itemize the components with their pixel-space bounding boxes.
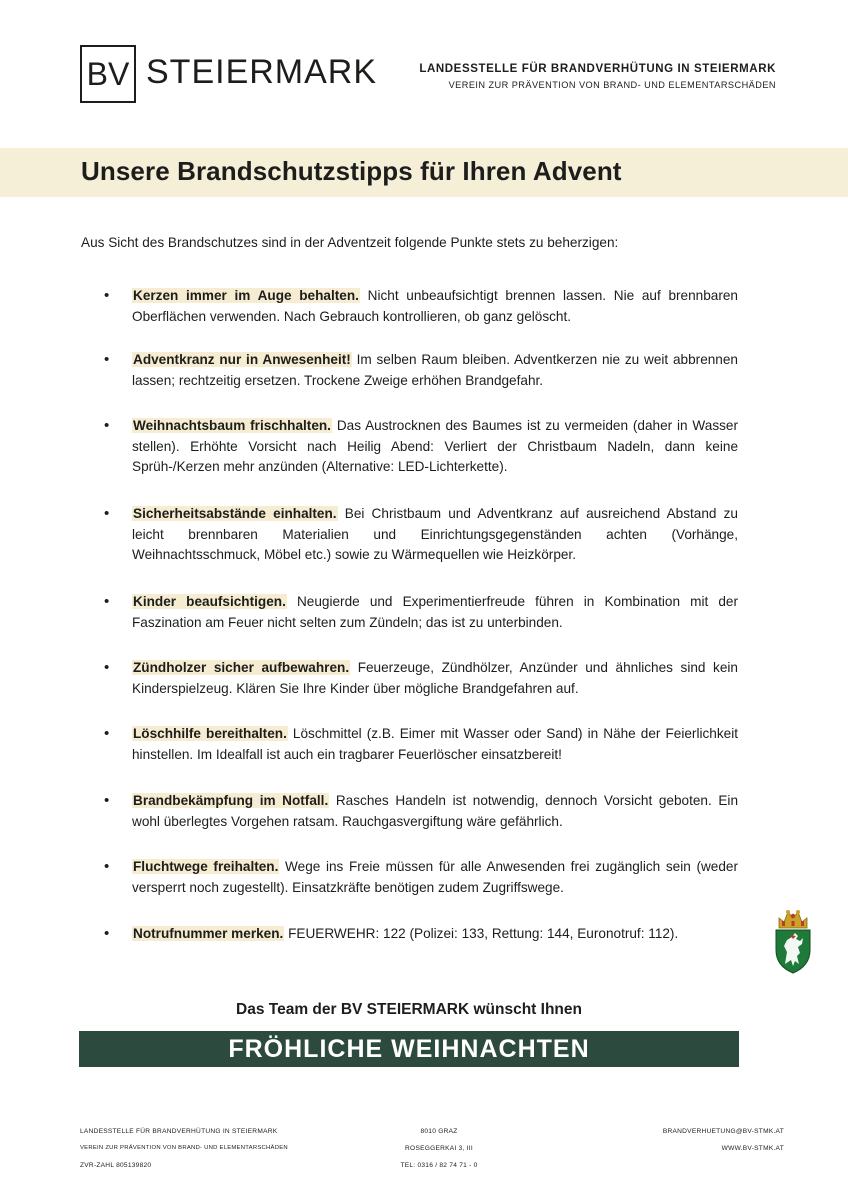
bullet-icon: •	[104, 792, 110, 809]
bullet-icon: •	[104, 925, 110, 942]
bullet-icon: •	[104, 351, 110, 368]
bullet-icon: •	[104, 593, 110, 610]
banner-text: FRÖHLICHE WEIHNACHTEN	[228, 1034, 590, 1063]
tip-heading: Adventkranz nur in Anwesenheit!	[133, 352, 351, 367]
list-item	[102, 658, 738, 699]
logo-abbr: BV	[86, 55, 130, 92]
footer-line: VEREIN ZUR PRÄVENTION VON BRAND- UND ELEMENTARSCHÄDEN	[80, 1145, 288, 1151]
tip-text: Neugierde und Experimentierfreude führen in Kombination mit der Faszination am Feuer nicht selten zum Zündeln; das ist zu unterbinden.	[132, 594, 739, 630]
tip-text: Löschmittel (z.B. Eimer mit Wasser oder Sand) in Nähe der Feierlichkeit hinstellen. Im Idealfall ist auch ein tragbarer Feuerlöscher einsatzbereit!	[132, 726, 739, 762]
footer-line: ROSEGGERKAI 3, III	[405, 1145, 473, 1152]
list-item	[102, 857, 738, 898]
tip-heading: Sicherheitsabstände einhalten.	[133, 506, 337, 521]
tip-heading: Notrufnummer merken.	[133, 926, 284, 941]
tip-text: Feuerzeuge, Zündhölzer, Anzünder und ähnliches sind kein Kinderspielzeug. Klären Sie Ihre Kinder über mögliche Brandgefahren auf.	[132, 660, 738, 696]
tip-text: Im selben Raum bleiben. Adventkerzen nie zu weit abbrennen lassen; rechtzeitig ersetzen. Trockene Zweige erhöhen Brandgefahr.	[132, 352, 738, 388]
bullet-icon: •	[104, 417, 110, 434]
tip-heading: Weihnachtsbaum frischhalten.	[133, 418, 331, 433]
org-title: LANDESSTELLE FÜR BRANDVERHÜTUNG IN STEIERMARK	[419, 63, 776, 75]
tip-heading: Kinder beaufsichtigen.	[133, 594, 286, 609]
org-subtitle: VEREIN ZUR PRÄVENTION VON BRAND- UND ELEMENTARSCHÄDEN	[448, 80, 776, 90]
crown-icon	[779, 910, 807, 928]
tip-heading: Brandbekämpfung im Notfall.	[133, 793, 329, 808]
footer-line: TEL: 0316 / 82 74 71 - 0	[400, 1162, 478, 1169]
christmas-banner	[79, 1031, 739, 1067]
logo-mark	[80, 45, 136, 103]
footer-contact	[600, 1123, 784, 1157]
list-item	[102, 592, 738, 633]
tip-heading: Kerzen immer im Auge behalten.	[133, 288, 359, 303]
tip-text: Rasches Handeln ist notwendig, dennoch Vorsicht geboten. Ein wohl überlegtes Vorgehen ratsam. Rauchgasvergiftung wäre gefährlich.	[132, 793, 739, 829]
bullet-icon: •	[104, 505, 110, 522]
title-band	[0, 148, 848, 197]
tip-heading: Fluchtwege freihalten.	[133, 859, 279, 874]
list-item	[102, 724, 738, 765]
list-item	[102, 504, 738, 566]
footer-line: 8010 GRAZ	[420, 1128, 458, 1135]
logo-wordmark: STEIERMARK	[146, 53, 378, 91]
list-item	[102, 924, 738, 945]
list-item	[102, 416, 738, 478]
bullet-icon: •	[104, 287, 110, 304]
footer-email-link[interactable]: BRANDVERHUETUNG@BV-STMK.AT	[662, 1128, 784, 1135]
closing-text: Das Team der BV STEIERMARK wünscht Ihnen	[236, 1001, 582, 1018]
tip-text: FEUERWEHR: 122 (Polizei: 133, Rettung: 144, Euronotruf: 112).	[288, 926, 679, 941]
tip-heading: Zündholzer sicher aufbewahren.	[133, 660, 350, 675]
intro-text: Aus Sicht des Brandschutzes sind in der Adventzeit folgende Punkte stets zu beherzigen:	[81, 235, 619, 250]
bullet-icon: •	[104, 659, 110, 676]
tip-text: Das Austrocknen des Baumes ist zu vermeiden (daher in Wasser stellen). Erhöhte Vorsicht nach Heilig Abend: Verliert der Christbaum Nadeln, dann keine Sprüh-/Kerzen mehr anzünden (Alternative: LED-Lichterkette).	[132, 418, 738, 474]
footer-line: ZVR-ZAHL 805139820	[80, 1162, 152, 1169]
list-item	[102, 286, 738, 327]
footer-website-link[interactable]: WWW.BV-STMK.AT	[721, 1145, 784, 1152]
tip-text: Wege ins Freie müssen für alle Anwesenden frei zugänglich sein (weder versperrt noch zugestellt). Einsatzkräfte benötigen zudem Zugriffswege.	[132, 859, 738, 895]
bullet-icon: •	[104, 725, 110, 742]
list-item	[102, 350, 738, 391]
tip-heading: Löschhilfe bereithalten.	[133, 726, 287, 741]
tip-text: Nicht unbeaufsichtigt brennen lassen. Nie auf brennbaren Oberflächen verwenden. Nach Gebrauch kontrollieren, ob ganz gelöscht.	[132, 288, 738, 324]
list-item	[102, 791, 738, 832]
footer-line: LANDESSTELLE FÜR BRANDVERHÜTUNG IN STEIERMARK	[80, 1128, 278, 1135]
tip-text: Bei Christbaum und Adventkranz auf ausreichend Abstand zu leicht brennbaren Materialien und Einrichtungsgegenständen achten (Vorhänge, Weihnachtsschmuck, Möbel etc.) sowie zu Wärmequellen wie Heizkörper.	[132, 506, 738, 562]
coat-of-arms-icon	[773, 906, 813, 974]
footer-address	[380, 1123, 498, 1174]
page-title: Unsere Brandschutzstipps für Ihren Advent	[81, 156, 622, 186]
bullet-icon: •	[104, 858, 110, 875]
footer-left	[80, 1123, 288, 1174]
org-info	[400, 63, 776, 90]
